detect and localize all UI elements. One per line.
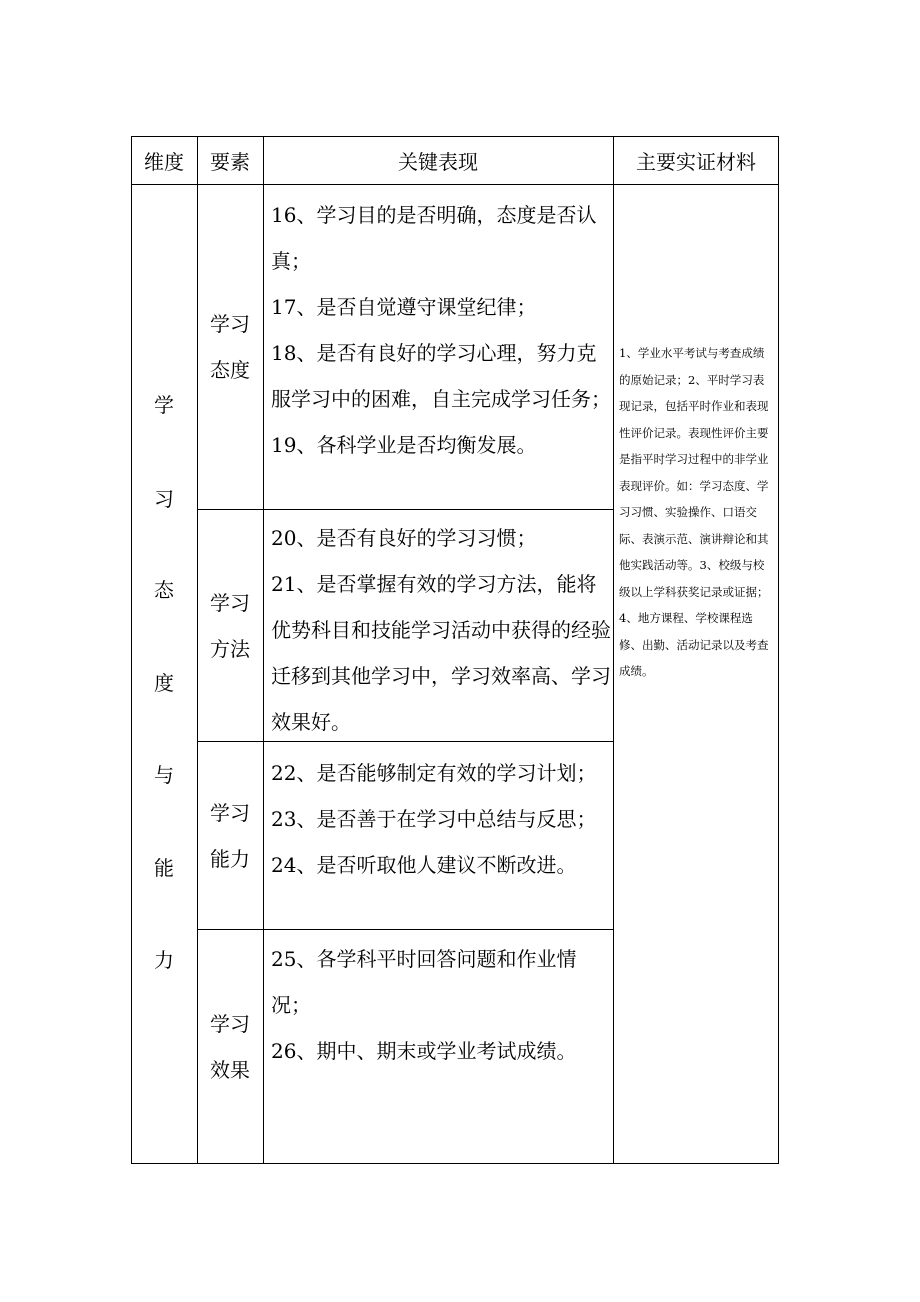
element-label-line: 学习	[210, 1011, 250, 1036]
header-key-performance: 关键表现	[398, 149, 478, 174]
element-label-line: 学习	[210, 800, 250, 825]
header-dimension: 维度	[144, 149, 184, 174]
performance-item: 16、学习目的是否明确，态度是否认真；	[271, 203, 597, 273]
performance-cell-ability	[271, 750, 611, 888]
evidence-text: 1、学业水平考试与考查成绩的原始记录；2、平时学习表现记录，包括平时作业和表现性评价记录。表现性评价主要是指平时学习过程中的非学业表现评价。如：学习态度、学习习惯、实验操作、口语交际、表演示范、演讲辩论和其他实践活动等。3、校级与校级以上学科获奖记录或证据；4、地方课程、学校课程选修、出勤、活动记录以及考查成绩。	[619, 346, 769, 678]
element-label-line: 方法	[210, 636, 250, 661]
element-label-line: 态度	[210, 358, 250, 382]
dimension-char: 力	[154, 948, 174, 972]
column-divider-3	[613, 136, 614, 1164]
performance-item: 25、各学科平时回答问题和作业情况；	[271, 947, 577, 1017]
performance-item: 22、是否能够制定有效的学习计划；	[271, 761, 597, 785]
performance-item: 23、是否善于在学习中总结与反思；	[271, 807, 597, 831]
dimension-char: 学	[154, 393, 174, 417]
element-cell-ability	[197, 742, 263, 929]
element-cell-attitude	[197, 185, 263, 509]
element-label-line: 能力	[210, 846, 250, 871]
performance-cell-method	[271, 515, 611, 745]
header-element: 要素	[210, 149, 250, 174]
performance-item: 18、是否有良好的学习心理，努力克服学习中的困难，自主完成学习任务；	[271, 341, 611, 411]
table-border-left	[131, 136, 132, 1164]
element-label-line: 学习	[210, 590, 250, 615]
element-cell-method	[197, 510, 263, 741]
dimension-char: 度	[154, 671, 174, 695]
performance-item: 20、是否有良好的学习习惯；	[271, 526, 537, 550]
element-label-line: 效果	[210, 1057, 250, 1082]
element-label-line: 学习	[210, 312, 250, 336]
dimension-char: 态	[154, 578, 174, 602]
performance-item: 21、是否掌握有效的学习方法，能将优势科目和技能学习活动中获得的经验迁移到其他学习中，学习效率高、学习效果好。	[271, 572, 611, 734]
table-border-bottom	[131, 1163, 779, 1164]
performance-item: 19、各科学业是否均衡发展。	[271, 433, 537, 457]
performance-item: 17、是否自觉遵守课堂纪律；	[271, 295, 537, 319]
performance-cell-attitude	[271, 192, 611, 468]
column-divider-2	[263, 136, 264, 1164]
evaluation-table	[131, 136, 779, 1164]
element-cell-effect	[197, 930, 263, 1163]
performance-cell-effect	[271, 936, 611, 1074]
dimension-char: 与	[154, 763, 174, 787]
performance-item: 24、是否听取他人建议不断改进。	[271, 853, 577, 877]
dimension-char: 能	[154, 856, 174, 880]
dimension-char: 习	[154, 487, 174, 511]
table-border-right	[778, 136, 779, 1164]
header-evidence: 主要实证材料	[636, 149, 756, 174]
performance-item: 26、期中、期末或学业考试成绩。	[271, 1039, 577, 1063]
